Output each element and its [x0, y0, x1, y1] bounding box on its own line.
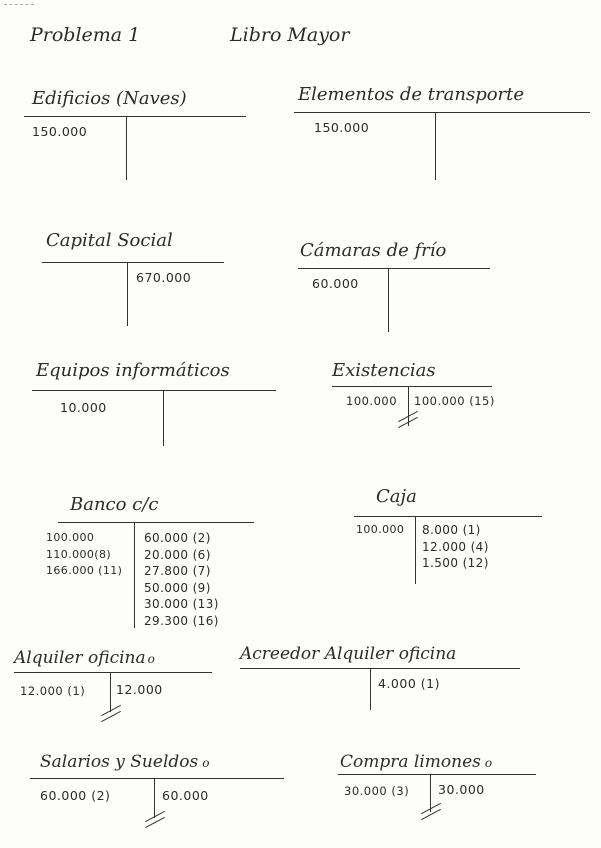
credit-column [422, 522, 489, 572]
debit-entry: 110.000(8) [46, 547, 112, 561]
closing-mark [142, 806, 168, 832]
account-title: Compra limones o [340, 752, 493, 772]
debit-column [46, 530, 122, 580]
account-title: Capital Social [46, 230, 173, 251]
credit-entry: 27.800 (7) [144, 564, 211, 578]
t-account-stem [370, 668, 371, 710]
credit-entry: 30.000 [438, 782, 485, 797]
debit-entry: 12.000 (1) [20, 684, 86, 698]
credit-entry: 50.000 (9) [144, 580, 211, 595]
credit-entry: 30.000 (13) [144, 597, 219, 611]
t-account-bar [14, 672, 212, 673]
credit-entry: 12.000 (4) [422, 539, 489, 554]
debit-entry: 60.000 (2) [40, 788, 111, 803]
account-title: Elementos de transporte [298, 84, 525, 105]
credit-entry: 670.000 [136, 270, 192, 285]
debit-entry: 150.000 [32, 124, 88, 139]
credit-entry: 4.000 (1) [378, 676, 440, 691]
credit-entry: 60.000 (2) [144, 531, 211, 545]
closing-mark [395, 406, 421, 432]
debit-entry: 60.000 [312, 276, 359, 291]
t-account-bar [32, 390, 276, 391]
debit-entry: 150.000 [314, 120, 370, 135]
t-account-bar [42, 262, 224, 263]
debit-column [356, 522, 404, 539]
debit-entry: 100.000 [46, 531, 95, 544]
t-account-stem [134, 522, 135, 628]
debit-entry: 100.000 [356, 523, 405, 536]
account-title: Acreedor Alquiler oficina [240, 644, 457, 664]
credit-entry: 12.000 [116, 682, 163, 697]
t-account-bar [294, 112, 590, 113]
t-account-stem [435, 112, 436, 180]
t-account-bar [24, 116, 246, 117]
t-account-stem [127, 262, 128, 326]
credit-entry: 29.300 (16) [144, 613, 219, 628]
t-account-stem [388, 268, 389, 332]
account-title: Equipos informáticos [36, 360, 230, 381]
t-account-stem [126, 116, 127, 180]
t-account-bar [30, 778, 284, 779]
debit-entry: 166.000 (11) [46, 564, 123, 577]
closing-mark [98, 700, 124, 726]
account-title: Alquiler oficina o [14, 648, 155, 668]
debit-entry: 10.000 [60, 400, 107, 415]
scan-artifact [4, 4, 34, 5]
t-account-bar [354, 516, 542, 517]
t-account-bar [58, 522, 254, 523]
t-account-bar [298, 268, 490, 269]
credit-entry: 1.500 (12) [422, 556, 489, 570]
account-title: Caja [376, 486, 417, 507]
debit-entry: 30.000 (3) [344, 784, 410, 798]
account-title: Cámaras de frío [300, 240, 447, 261]
credit-column [144, 530, 219, 629]
account-title: Edificios (Naves) [32, 88, 187, 109]
t-account-bar [332, 386, 492, 387]
account-title: Salarios y Sueldos o [40, 752, 210, 772]
problem-title: Problema 1 [30, 24, 141, 46]
credit-entry: 100.000 (15) [414, 394, 495, 408]
debit-entry: 100.000 [346, 394, 398, 408]
credit-entry: 8.000 (1) [422, 523, 481, 537]
t-account-stem [163, 390, 164, 446]
t-account-bar [338, 774, 536, 775]
credit-entry: 20.000 (6) [144, 547, 211, 562]
credit-entry: 60.000 [162, 788, 209, 803]
account-title: Existencias [332, 360, 436, 381]
t-account-bar [240, 668, 520, 669]
t-account-stem [415, 516, 416, 584]
account-title: Banco c/c [70, 494, 159, 515]
book-title: Libro Mayor [230, 24, 350, 46]
closing-mark [418, 798, 444, 824]
